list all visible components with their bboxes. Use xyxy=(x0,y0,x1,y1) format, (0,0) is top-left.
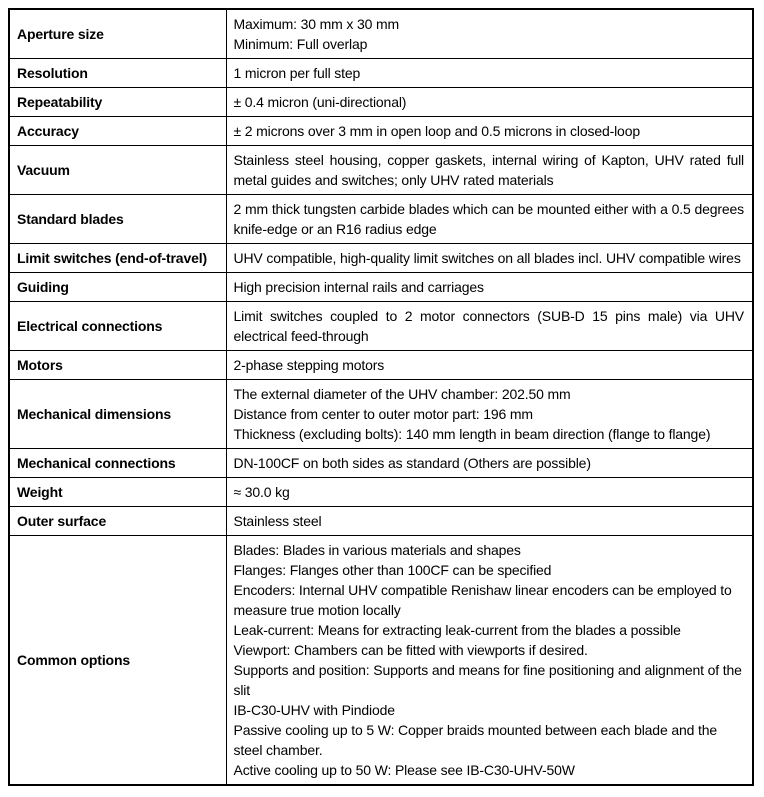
table-row xyxy=(9,536,753,786)
spec-value xyxy=(226,380,753,449)
spec-value-line: Passive cooling up to 5 W: Copper braids mounted between each blade and the steel chamber. xyxy=(233,722,717,758)
spec-label: Accuracy xyxy=(9,117,226,146)
table-row xyxy=(9,88,753,117)
spec-value xyxy=(226,117,753,146)
spec-value-line: Leak-current: Means for extracting leak-current from the blades a possible xyxy=(233,622,681,638)
spec-label: Motors xyxy=(9,351,226,380)
table-row xyxy=(9,507,753,536)
spec-value-line: Maximum: 30 mm x 30 mm xyxy=(233,16,399,32)
spec-label: Repeatability xyxy=(9,88,226,117)
table-row xyxy=(9,146,753,195)
table-row xyxy=(9,449,753,478)
spec-value-line: Blades: Blades in various materials and shapes xyxy=(233,542,521,558)
spec-label: Mechanical dimensions xyxy=(9,380,226,449)
spec-label: Guiding xyxy=(9,273,226,302)
spec-value-line: Active cooling up to 50 W: Please see IB-C30-UHV-50W xyxy=(233,762,575,778)
spec-value xyxy=(226,88,753,117)
spec-value xyxy=(226,195,753,244)
table-row xyxy=(9,302,753,351)
spec-value xyxy=(226,9,753,59)
spec-value-line: ± 2 microns over 3 mm in open loop and 0.5 microns in closed-loop xyxy=(233,123,640,139)
spec-value-line: Minimum: Full overlap xyxy=(233,36,368,52)
spec-value xyxy=(226,351,753,380)
spec-label: Weight xyxy=(9,478,226,507)
spec-value-line: Flanges: Flanges other than 100CF can be specified xyxy=(233,562,552,578)
table-row xyxy=(9,9,753,59)
specifications-table xyxy=(8,8,754,786)
spec-value-line: Thickness (excluding bolts): 140 mm length in beam direction (flange to flange) xyxy=(233,426,711,442)
spec-label: Limit switches (end-of-travel) xyxy=(9,244,226,273)
spec-value-line: 1 micron per full step xyxy=(233,65,361,81)
table-row xyxy=(9,195,753,244)
spec-value-line: UHV compatible, high-quality limit switches on all blades incl. UHV compatible wires xyxy=(233,250,741,266)
spec-value-line: High precision internal rails and carriages xyxy=(233,279,484,295)
spec-value xyxy=(226,536,753,786)
spec-label: Aperture size xyxy=(9,9,226,59)
spec-value xyxy=(226,449,753,478)
spec-label: Common options xyxy=(9,536,226,786)
spec-value xyxy=(226,146,753,195)
spec-value-line: ≈ 30.0 kg xyxy=(233,484,290,500)
spec-label: Vacuum xyxy=(9,146,226,195)
spec-value-line: Stainless steel housing, copper gaskets, internal wiring of Kapton, UHV rated full metal guides and switches; only UHV rated materials xyxy=(233,152,744,188)
spec-value-line: Limit switches coupled to 2 motor connectors (SUB-D 15 pins male) via UHV electrical feed-through xyxy=(233,308,744,344)
spec-label: Outer surface xyxy=(9,507,226,536)
spec-value-line: Supports and position: Supports and means for fine positioning and alignment of the slit xyxy=(233,662,742,698)
table-row xyxy=(9,380,753,449)
spec-value-line: Stainless steel xyxy=(233,513,322,529)
spec-value-line: 2-phase stepping motors xyxy=(233,357,385,373)
spec-value xyxy=(226,59,753,88)
spec-value xyxy=(226,507,753,536)
table-row xyxy=(9,351,753,380)
spec-value xyxy=(226,273,753,302)
spec-label: Mechanical connections xyxy=(9,449,226,478)
spec-value-line: DN-100CF on both sides as standard (Others are possible) xyxy=(233,455,591,471)
spec-value xyxy=(226,302,753,351)
table-row xyxy=(9,244,753,273)
spec-label: Electrical connections xyxy=(9,302,226,351)
spec-label: Standard blades xyxy=(9,195,226,244)
spec-value-line: The external diameter of the UHV chamber: 202.50 mm xyxy=(233,386,571,402)
spec-value-line: ± 0.4 micron (uni-directional) xyxy=(233,94,407,110)
spec-value xyxy=(226,244,753,273)
spec-value-line: IB-C30-UHV with Pindiode xyxy=(233,702,395,718)
table-row xyxy=(9,117,753,146)
spec-value-line: Distance from center to outer motor part: 196 mm xyxy=(233,406,533,422)
table-row xyxy=(9,478,753,507)
spec-value-line: 2 mm thick tungsten carbide blades which can be mounted either with a 0.5 degrees knife-edge or an R16 radius edge xyxy=(233,201,744,237)
spec-value xyxy=(226,478,753,507)
table-row xyxy=(9,273,753,302)
spec-label: Resolution xyxy=(9,59,226,88)
spec-value-line: Encoders: Internal UHV compatible Renishaw linear encoders can be employed to measure true motion locally xyxy=(233,582,732,618)
spec-value-line: Viewport: Chambers can be fitted with viewports if desired. xyxy=(233,642,588,658)
specifications-table-body xyxy=(9,9,753,785)
table-row xyxy=(9,59,753,88)
